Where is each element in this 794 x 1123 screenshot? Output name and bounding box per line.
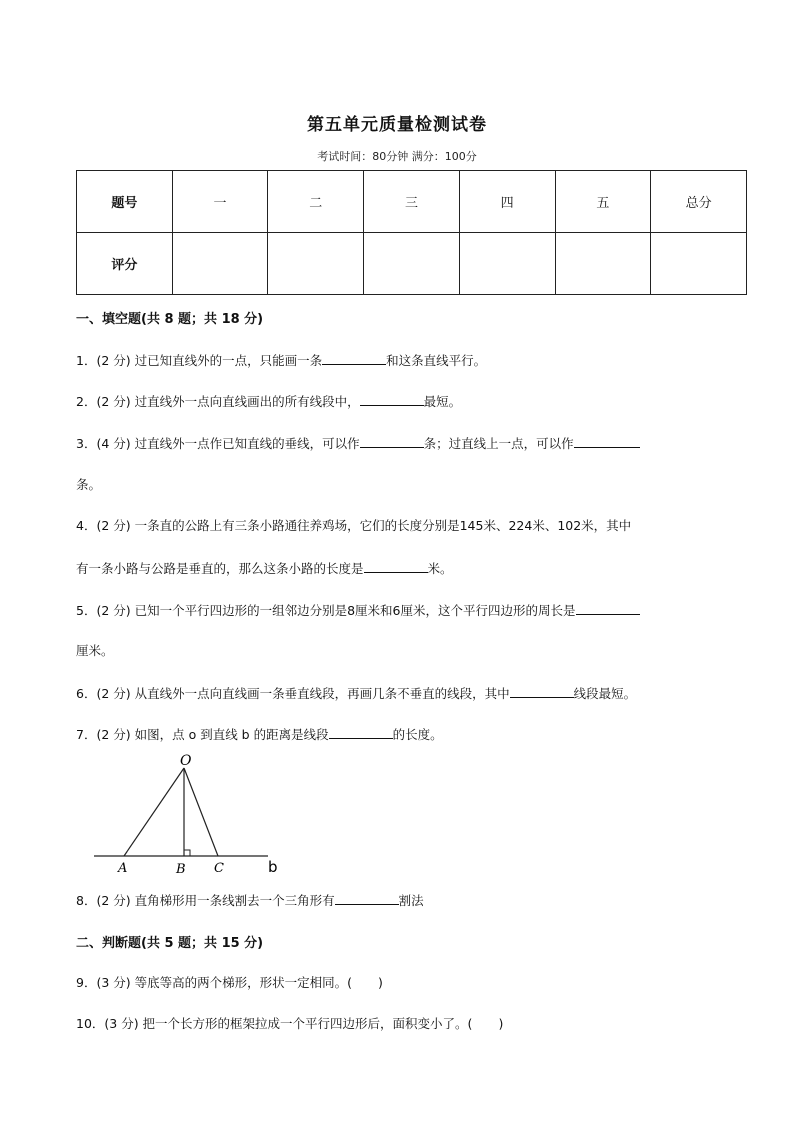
answer-blank[interactable] [576, 600, 640, 615]
question-9-close: ) [377, 975, 383, 990]
question-8 [76, 890, 756, 911]
question-2-text: 2．(2 分) 过直线外一点向直线画出的所有线段中， [76, 394, 360, 409]
answer-blank[interactable] [322, 350, 386, 365]
answer-blank[interactable] [360, 391, 424, 406]
question-3 [76, 433, 756, 454]
question-10-text: 10．(3 分) 把一个长方形的框架拉成一个平行四边形后，面积变小了。( [76, 1016, 473, 1031]
question-10 [76, 1014, 756, 1034]
question-9-text: 9．(3 分) 等底等高的两个梯形，形状一定相同。( [76, 975, 352, 990]
question-9 [76, 973, 756, 993]
label-line-b: b [268, 858, 278, 876]
question-3-text: 3．(4 分) 过直线外一点作已知直线的垂线，可以作 [76, 436, 360, 451]
question-7 [76, 724, 756, 745]
score-table-col-total: 总分 [651, 171, 747, 233]
score-table-col-2: 二 [268, 171, 364, 233]
question-4-text: 有一条小路与公路是垂直的，那么这条小路的长度是 [76, 561, 364, 576]
score-cell[interactable] [268, 233, 364, 295]
question-4-line1: 4．(2 分) 一条直的公路上有三条小路通往养鸡场，它们的长度分别是145米、224米、102米，其中 [76, 518, 632, 533]
answer-blank[interactable] [335, 890, 399, 905]
question-8-text: 8．(2 分) 直角梯形用一条线割去一个三角形有 [76, 893, 335, 908]
score-table-col-4: 四 [459, 171, 555, 233]
score-table-score-row [77, 233, 747, 295]
answer-blank[interactable] [360, 433, 424, 448]
score-table-row2-label: 评分 [77, 233, 173, 295]
section-1-heading: 一、填空题(共 8 题；共 18 分) [76, 312, 264, 327]
question-6-text: 6．(2 分) 从直线外一点向直线画一条垂直线段，再画几条不垂直的线段，其中 [76, 686, 510, 701]
answer-blank[interactable] [574, 433, 640, 448]
label-a: A [118, 861, 128, 876]
question-7-suffix: 的长度。 [392, 727, 443, 742]
page-title: 第五单元质量检测试卷 [307, 115, 487, 135]
question-4-line2 [76, 558, 756, 579]
question-1-suffix: 和这条直线平行。 [386, 353, 487, 368]
question-7-text: 7．(2 分) 如图，点 o 到直线 b 的距离是线段 [76, 727, 329, 742]
score-cell[interactable] [364, 233, 460, 295]
geometry-figure [86, 748, 286, 878]
right-angle-mark [184, 850, 190, 856]
question-4-suffix: 米。 [427, 561, 453, 576]
question-6 [76, 683, 756, 704]
answer-blank[interactable] [329, 724, 393, 739]
score-cell[interactable] [459, 233, 555, 295]
question-5-text: 5．(2 分) 已知一个平行四边形的一组邻边分别是8厘米和6厘米，这个平行四边形的周长是 [76, 603, 576, 618]
answer-blank[interactable] [364, 558, 428, 573]
score-table [76, 170, 747, 295]
question-3-line2: 条。 [76, 477, 102, 492]
exam-info: 考试时间：80分钟 满分：100分 [317, 150, 477, 163]
score-cell[interactable] [555, 233, 651, 295]
answer-blank[interactable] [510, 683, 574, 698]
score-table-col-1: 一 [172, 171, 268, 233]
score-cell[interactable] [172, 233, 268, 295]
question-5-line2: 厘米。 [76, 643, 114, 658]
section-2-heading: 二、判断题(共 5 题；共 15 分) [76, 936, 264, 951]
question-6-suffix: 线段最短。 [573, 686, 637, 701]
question-3-middle: 条；过直线上一点，可以作 [423, 436, 574, 451]
question-8-suffix: 割法 [398, 893, 424, 908]
score-table-header-row [77, 171, 747, 233]
score-table-row1-label: 题号 [77, 171, 173, 233]
segment-oc [184, 768, 218, 856]
score-cell[interactable] [651, 233, 747, 295]
segment-oa [124, 768, 184, 856]
score-table-col-3: 三 [364, 171, 460, 233]
question-10-close: ) [498, 1016, 504, 1031]
question-5-line1 [76, 600, 756, 621]
label-b-point: B [176, 862, 186, 877]
question-1-text: 1．(2 分) 过已知直线外的一点，只能画一条 [76, 353, 323, 368]
label-o: O [180, 753, 192, 769]
question-1 [76, 350, 756, 371]
score-table-col-5: 五 [555, 171, 651, 233]
label-c: C [214, 861, 224, 876]
question-2 [76, 391, 756, 412]
question-2-suffix: 最短。 [423, 394, 462, 409]
